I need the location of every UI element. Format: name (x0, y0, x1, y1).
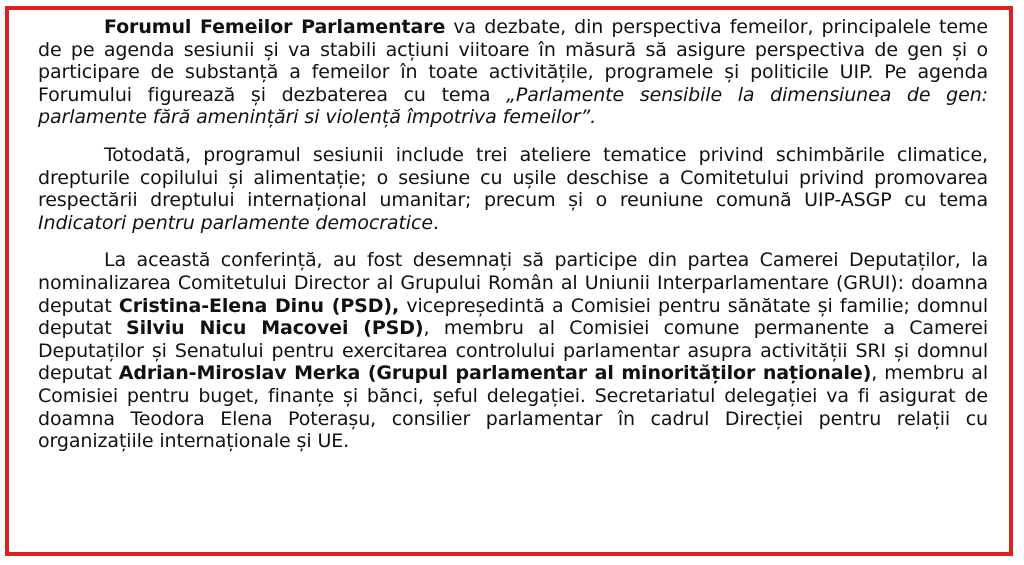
text-span: . (432, 211, 439, 234)
forum-title: Forumul Femeilor Parlamentare (104, 16, 446, 38)
asgp-theme: Indicatori pentru parlamente democratice (38, 211, 433, 234)
text-span: va dezbate, din perspectiva femeilor, principalele teme de pe agenda sesiunii și va stabili acțiuni viitoare în măsură să asigure perspectiva de gen și o participare de substanță a femeilor în toate activitățile, programele și politicile UIP. Pe agenda Forumului figurează și dezbaterea cu tema (38, 16, 988, 106)
delegate-name-dinu: Cristina-Elena Dinu (PSD), (118, 294, 400, 317)
document-body (38, 16, 988, 468)
delegate-name-macovei: Silviu Nicu Macovei (PSD) (126, 317, 424, 340)
text-span: vicepreședintă a Comisiei pentru sănătate și familie; domnul deputat (38, 294, 989, 340)
paragraph-program (38, 144, 988, 234)
text-span: , membru al Comisiei comune permanente a Camerei Deputaților și Senatului pentru exercitarea controlului parlamentar asupra activității SRI și domnul deputat (38, 317, 989, 385)
paragraph-delegation (38, 249, 988, 452)
text-span: Totodată, programul sesiunii include trei ateliere tematice privind schimbările climatice, drepturile copilului și alimentație; o sesiune cu ușile deschise a Comitetului privind promovarea respectării dreptului internațional umanitar; precum și o reuniune comună UIP-ASGP cu tema (38, 143, 988, 212)
text-span: La această conferință, au fost desemnați să participe din partea Camerei Deputaților, la nominalizarea Comitetului Director al Grupului Român al Uniunii Interparlamentare (GRUI): doamna deputat (38, 249, 988, 317)
debate-theme: „Parlamente sensibile la dimensiunea de gen: parlamente fără amenințări si violență împotriva femeilor”. (38, 83, 988, 129)
paragraph-forum (38, 16, 988, 129)
document-frame (5, 6, 1013, 556)
delegate-name-merka: Adrian-Miroslav Merka (Grupul parlamentar al minorităților naționale) (118, 362, 872, 385)
text-span: , membru al Comisiei pentru buget, finanțe și bănci, șeful delegației. Secretariatul delegației va fi asigurat de doamna Teodora Elena Poterașu, consilier parlamentar în cadrul Direcției pentru relații cu organizațiile internaționale și UE. (38, 362, 988, 453)
